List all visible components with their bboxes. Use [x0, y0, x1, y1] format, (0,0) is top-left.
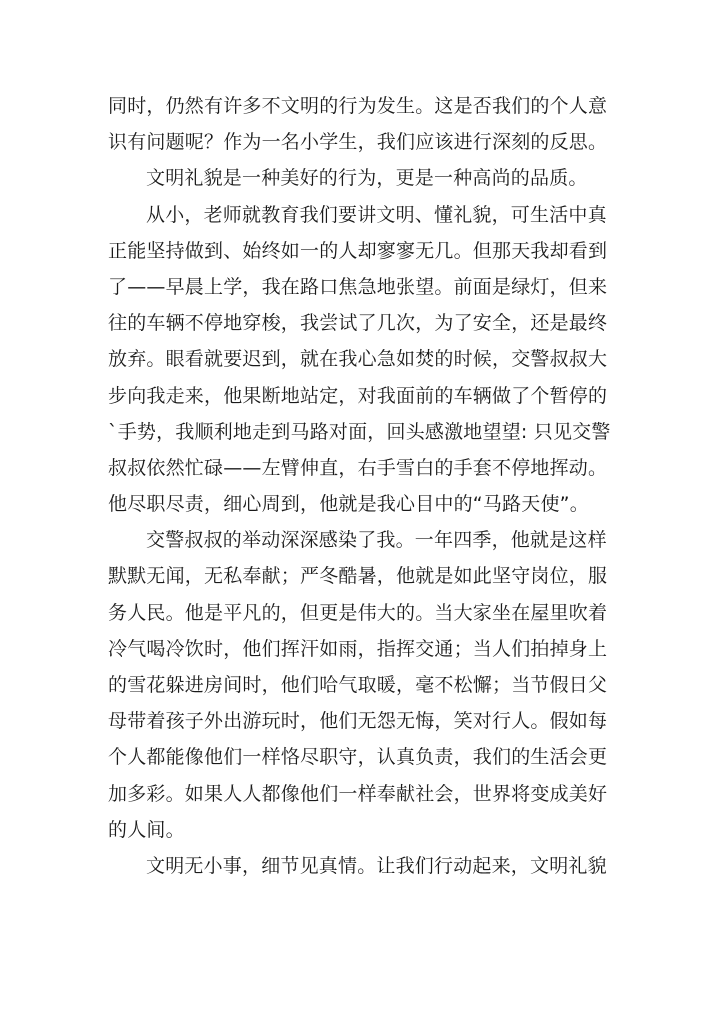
text-line: 冷气喝冷饮时，他们挥汗如雨，指挥交通；当人们拍掉身上 [108, 637, 608, 660]
text-line: 的雪花躲进房间时，他们哈气取暖，毫不松懈；当节假日父 [108, 674, 608, 696]
text-line: 了——早晨上学，我在路口焦急地张望。前面是绿灯，但来 [108, 275, 608, 298]
text-line: 母带着孩子外出游玩时，他们无怨无悔，笑对行人。假如每 [108, 710, 608, 733]
text-line: 识有问题呢？作为一名小学生，我们应该进行深刻的反思。 [108, 131, 608, 154]
text-line: 加多彩。如果人人都像他们一样奉献社会，世界将变成美好 [108, 782, 608, 805]
essay-text [108, 88, 628, 884]
text-line: 务人民。他是平凡的，但更是伟大的。当大家坐在屋里吹着 [108, 601, 608, 624]
text-line: 同时，仍然有许多不文明的行为发生。这是否我们的个人意 [108, 95, 608, 117]
text-line: 叔叔依然忙碌——左臂伸直，右手雪白的手套不停地挥动。 [108, 456, 608, 479]
paragraph-start-line: 交警叔叔的举动深深感染了我。一年四季，他就是这样 [146, 529, 607, 552]
text-line: 往的车辆不停地穿梭，我尝试了几次，为了安全，还是最终 [108, 312, 608, 335]
text-line: 步向我走来，他果断地站定，对我面前的车辆做了个暂停的 [108, 384, 608, 407]
text-line: 放弃。眼看就要迟到，就在我心急如焚的时候，交警叔叔大 [108, 348, 608, 371]
text-line: 个人都能像他们一样恪尽职守，认真负责，我们的生活会更 [108, 746, 608, 769]
paragraph-start-line: 文明无小事，细节见真情。让我们行动起来，文明礼貌 [146, 854, 607, 877]
text-line: 正能坚持做到、始终如一的人却寥寥无几。但那天我却看到 [108, 239, 608, 262]
text-line: 默默无闻，无私奉献；严冬酷暑，他就是如此坚守岗位，服 [108, 565, 608, 588]
text-line: `手势，我顺利地走到马路对面，回头感激地望望: 只见交警 [108, 420, 611, 443]
text-line: 他尽职尽责，细心周到，他就是我心目中的“马路天使”。 [108, 493, 589, 516]
text-line: 的人间。 [108, 818, 185, 841]
paragraph-start-line: 文明礼貌是一种美好的行为，更是一种高尚的品质。 [146, 167, 588, 190]
paragraph-start-line: 从小，老师就教育我们要讲文明、懂礼貌，可生活中真 [146, 203, 607, 226]
